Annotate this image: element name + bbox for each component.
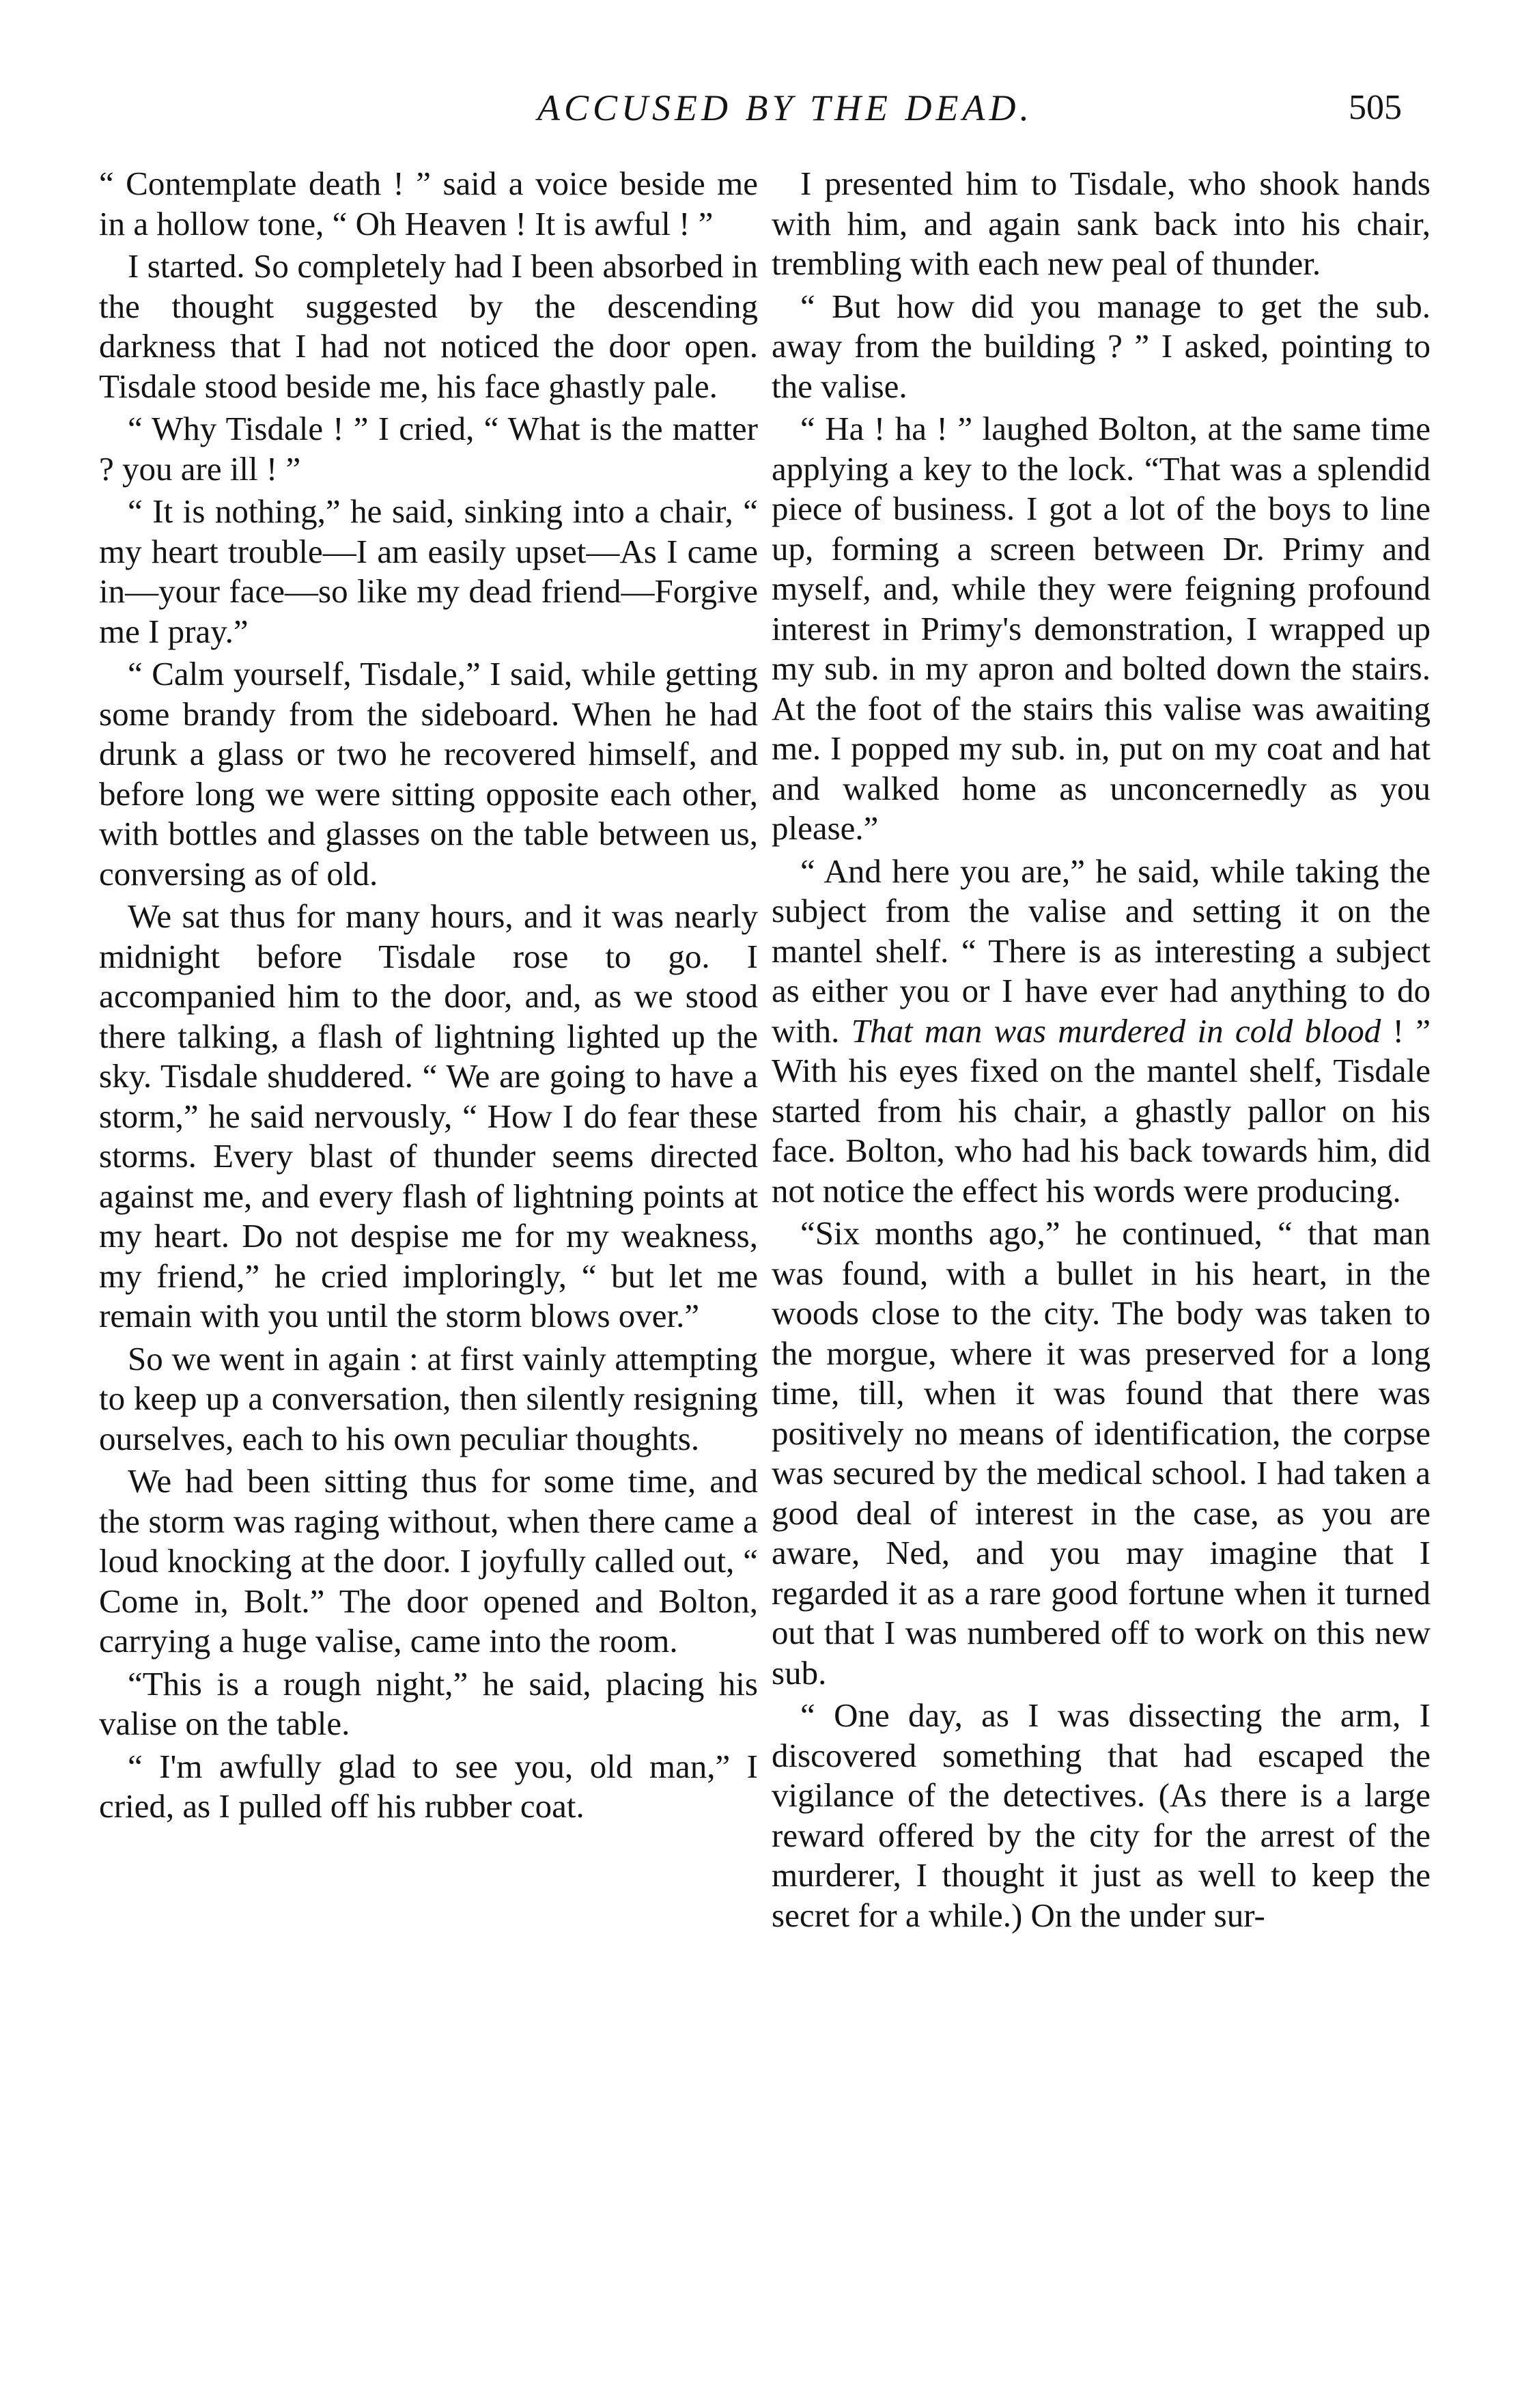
paragraph: “ Ha ! ha ! ” laughed Bolton, at the same time applying a key to the lock. “That was a splendid piece of business. I got a lot of the boys to line up, forming a screen between Dr. Primy and myself, and, while they were feigning profound interest in Primy's demonstration, I wrapped up my sub. in my apron and bolted down the stairs. At the foot of the stairs this valise was awaiting me. I popped my sub. in, put on my coat and hat and walked home as unconcernedly as you please.”: [772, 410, 1431, 847]
left-column: [99, 164, 758, 1830]
text-run: ! ” With his eyes fixed on the mantel shelf, Tisdale started from his chair, a ghastly pallor on his face. Bolton, who had his back towards him, did not notice the effect his words were producing.: [772, 1011, 1431, 1209]
paragraph: “ I'm awfully glad to see you, old man,” I cried, as I pulled off his rubber coat.: [99, 1747, 758, 1825]
italic-emphasis: That man was murdered in cold blood: [851, 1011, 1381, 1050]
paragraph: We had been sitting thus for some time, and the storm was raging without, when there came a loud knocking at the door. I joyfully called out, “ Come in, Bolt.” The door opened and Bolton, carrying a huge valise, came into the room.: [99, 1462, 758, 1660]
right-column: [772, 164, 1431, 1938]
paragraph: “ Why Tisdale ! ” I cried, “ What is the matter ? you are ill ! ”: [99, 410, 758, 488]
paragraph: We sat thus for many hours, and it was nearly midnight before Tisdale rose to go. I accompanied him to the door, and, as we stood there talking, a flash of lightning lighted up the sky. Tisdale shuddered. “ We are going to have a storm,” he said nervously, “ How I do fear these storms. Every blast of thunder seems directed against me, and every flash of lightning points at my heart. Do not despise me for my weakness, my friend,” he cried imploringly, “ but let me remain with you until the storm blows over.”: [99, 897, 758, 1334]
page-header: [0, 81, 1535, 135]
paragraph: “ But how did you manage to get the sub. away from the building ? ” I asked, pointing to the valise.: [772, 287, 1431, 405]
paragraph: I presented him to Tisdale, who shook hands with him, and again sank back into his chair, trembling with each new peal of thunder.: [772, 165, 1431, 282]
paragraph: “ Calm yourself, Tisdale,” I said, while getting some brandy from the sideboard. When he had drunk a glass or two he recovered himself, and before long we were sitting opposite each other, with bottles and glasses on the table between us, conversing as of old.: [99, 655, 758, 893]
paragraph: “Six months ago,” he continued, “ that man was found, with a bullet in his heart, in the woods close to the city. The body was taken to the morgue, where it was preserved for a long time, till, when it was found that there was positively no means of identification, the corpse was secured by the medical school. I had taken a good deal of interest in the case, as you are aware, Ned, and you may imagine that I regarded it as a rare good fortune when it turned out that I was numbered off to work on this new sub.: [772, 1214, 1431, 1692]
paragraph: So we went in again : at first vainly attempting to keep up a conversation, then silently resigning ourselves, each to his own peculiar thoughts.: [99, 1339, 758, 1457]
paragraph: [772, 852, 1431, 1212]
paragraph: I started. So completely had I been absorbed in the thought suggested by the descending darkness that I had not noticed the door open. Tisdale stood beside me, his face ghastly pale.: [99, 247, 758, 405]
paragraph: “ It is nothing,” he said, sinking into a chair, “ my heart trouble—I am easily upset—As I came in—your face—so like my dead friend—Forgive me I pray.”: [99, 492, 758, 650]
page-number: 505: [1349, 88, 1402, 127]
paragraph: “ Contemplate death ! ” said a voice beside me in a hollow tone, “ Oh Heaven ! It is awful ! ”: [99, 165, 758, 242]
text-run: “ And here you are,” he said, while taking the subject from the valise and setting it on the mantel shelf. “ There is as interesting a subject as either you or I have ever had anything to do with.: [772, 852, 1431, 1050]
paragraph: “This is a rough night,” he said, placing his valise on the table.: [99, 1664, 758, 1742]
paragraph: “ One day, as I was dissecting the arm, I discovered something that had escaped the vigilance of the detectives. (As there is a large reward offered by the city for the arrest of the murderer, I thought it just as well to keep the secret for a while.) On the under sur-: [772, 1696, 1431, 1934]
running-title: ACCUSED BY THE DEAD.: [537, 87, 1033, 128]
